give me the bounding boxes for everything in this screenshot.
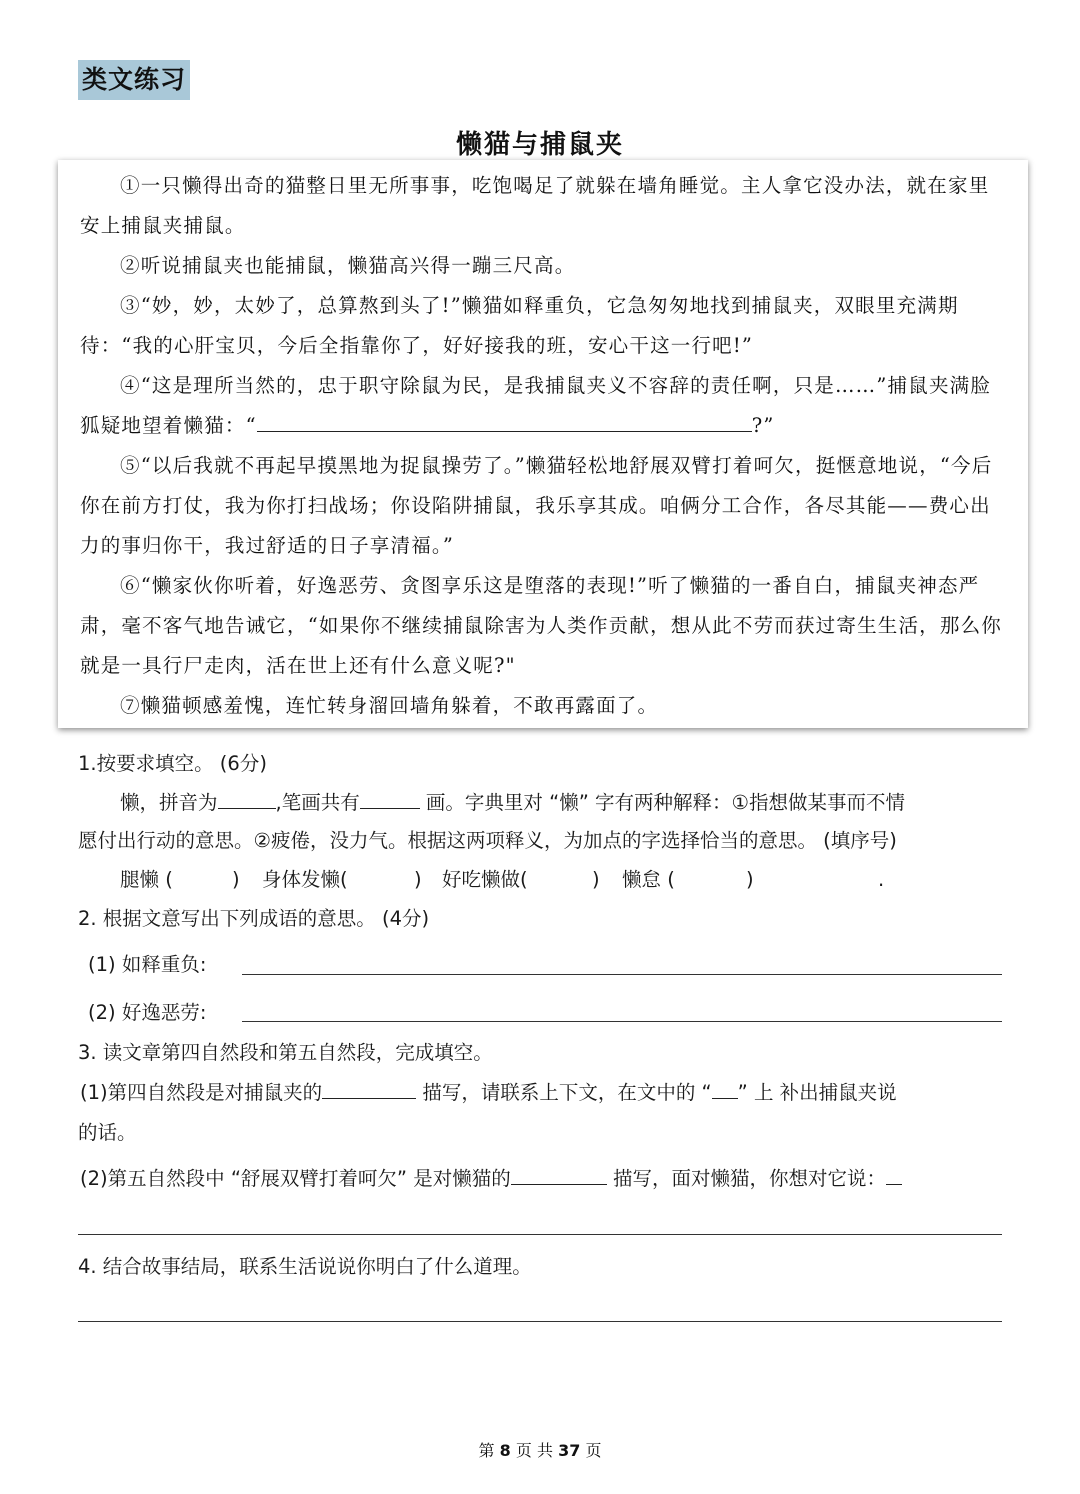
question-4-title: 4. 结合故事结局，联系生活说说你明白了什么道理。 bbox=[78, 1255, 532, 1278]
passage-box bbox=[58, 160, 1028, 728]
question-2-item-2: (2) 好逸恶劳: bbox=[88, 1001, 207, 1024]
footer-total-pages: 37 bbox=[558, 1441, 581, 1460]
q3-1-text-a: (1)第四自然段是对捕鼠夹的 bbox=[80, 1081, 323, 1104]
passage-title: 懒猫与捕鼠夹 bbox=[455, 130, 624, 160]
paragraph-1: ①一只懒得出奇的猫整日里无所事事，吃饱喝足了就躲在墙角睡觉。主人拿它没办法，就在家里安上捕鼠夹捕鼠。 bbox=[80, 174, 990, 237]
question-3-item-2 bbox=[80, 1160, 1010, 1198]
paragraph-4-end: ?” bbox=[751, 414, 775, 437]
question-1-title: 1.按要求填空。 (6分) bbox=[78, 752, 267, 775]
q3-2-text-b: 描写，面对懒猫，你想对它说： bbox=[612, 1167, 886, 1190]
paragraph-7: ⑦懒猫顿感羞愧，连忙转身溜回墙角躲着，不敢再露面了。 bbox=[120, 694, 659, 717]
paragraph-4 bbox=[80, 366, 1010, 446]
page-footer bbox=[0, 1438, 1080, 1461]
footer-pre: 第 bbox=[478, 1441, 495, 1460]
q1-text-a: 懒，拼音为 bbox=[120, 791, 218, 814]
paragraph-6: ⑥“懒家伙你听着，好逸恶劳、贪图享乐这是堕落的表现!”听了懒猫的一番自白，捕鼠夹神态严肃，毫不客气地告诫它，“如果你不继续捕鼠除害为人类作贡献，想从此不劳而获过寄生生活，那么你就是一具行尸走肉，活在世上还有什么意义呢?" bbox=[80, 574, 1002, 677]
q3-2-blank[interactable] bbox=[511, 1164, 607, 1185]
q1-word-2: 身体发懒( bbox=[262, 868, 348, 891]
q1-word-1: 腿懒 ( bbox=[120, 868, 173, 891]
question-1-line-2: 愿付出行动的意思。②疲倦，没力气。根据这两项释义，为加点的字选择恰当的意思。 (填序号) bbox=[78, 829, 897, 852]
footer-post: 页 bbox=[585, 1441, 602, 1460]
q1-word-4-close: ) bbox=[746, 868, 754, 891]
q3-1-blank[interactable] bbox=[322, 1078, 416, 1099]
question-3-item-1 bbox=[80, 1074, 1010, 1112]
question-1-line-1 bbox=[78, 784, 1008, 822]
q1-text-c: 画。字典里对 “懒” 字有两种解释：①指想做某事而不情 bbox=[425, 791, 906, 814]
paragraph-4-blank[interactable] bbox=[257, 409, 752, 432]
q2-1-answer-line[interactable] bbox=[242, 974, 1002, 975]
q4-answer-line[interactable] bbox=[78, 1321, 1002, 1322]
paragraph-5: ⑤“以后我就不再起早摸黑地为捉鼠操劳了。”懒猫轻松地舒展双臂打着呵欠，挺惬意地说，“今后你在前方打仗，我为你打扫战场；你设陷阱捕鼠，我乐享其成。咱俩分工合作，各尽其能——费心出力的事归你干，我过舒适的日子享清福。” bbox=[80, 454, 993, 557]
q3-2-tail-blank[interactable] bbox=[886, 1164, 902, 1185]
q1-stroke-blank[interactable] bbox=[360, 788, 420, 809]
q1-word-1-close: ) bbox=[232, 868, 240, 891]
question-3-item-1-cont: 的话。 bbox=[78, 1121, 137, 1144]
section-tag: 类文练习 bbox=[78, 60, 190, 100]
question-3-title: 3. 读文章第四自然段和第五自然段，完成填空。 bbox=[78, 1041, 493, 1064]
q1-word-4: 懒怠 ( bbox=[622, 868, 675, 891]
q2-2-answer-line[interactable] bbox=[242, 1021, 1002, 1022]
q3-1-text-b: 描写，请联系上下文，在文中的 “ bbox=[422, 1081, 712, 1104]
q3-1-quote-blank bbox=[712, 1078, 738, 1099]
q3-1-text-c: ” 上 补出捕鼠夹说 bbox=[737, 1081, 897, 1104]
paragraph-2: ②听说捕鼠夹也能捕鼠，懒猫高兴得一蹦三尺高。 bbox=[120, 254, 576, 277]
footer-page-number: 8 bbox=[499, 1441, 511, 1460]
paragraph-4-text: ④“这是理所当然的，忠于职守除鼠为民，是我捕鼠夹义不容辞的责任啊，只是……”捕鼠夹满脸狐疑地望着懒猫：“ bbox=[80, 374, 992, 437]
q3-2-answer-line[interactable] bbox=[78, 1234, 1002, 1235]
q1-word-3: 好吃懒做( bbox=[442, 868, 528, 891]
paragraph-3: ③“妙，妙，太妙了，总算熬到头了!”懒猫如释重负，它急匆匆地找到捕鼠夹，双眼里充满期待：“我的心肝宝贝，今后全指靠你了，好好接我的班，安心干这一行吧!” bbox=[80, 294, 959, 357]
q1-pinyin-blank[interactable] bbox=[218, 788, 276, 809]
q1-word-3-close: ) bbox=[592, 868, 600, 891]
q1-dot: . bbox=[878, 868, 885, 891]
q3-2-text-a: (2)第五自然段中 “舒展双臂打着呵欠” 是对懒猫的 bbox=[80, 1167, 511, 1190]
q1-text-b: ,笔画共有 bbox=[275, 791, 360, 814]
question-2-item-1: (1) 如释重负: bbox=[88, 953, 207, 976]
question-2-title: 2. 根据文意写出下列成语的意思。 (4分) bbox=[78, 907, 430, 930]
footer-mid: 页 共 bbox=[515, 1441, 553, 1460]
q1-word-2-close: ) bbox=[414, 868, 422, 891]
